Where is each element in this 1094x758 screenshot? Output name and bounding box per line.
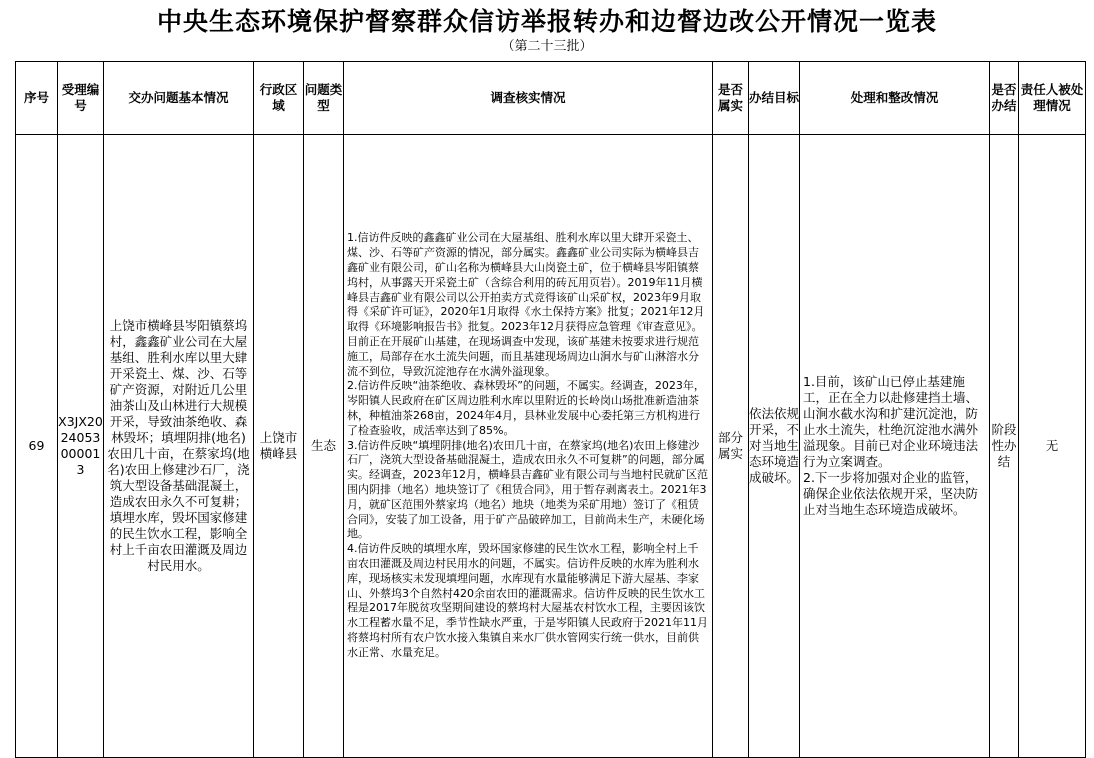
- cell-is-true: 部分属实: [713, 135, 749, 758]
- cell-closed: 阶段性办结: [990, 135, 1019, 758]
- header-accountability: 责任人被处理情况: [1019, 62, 1086, 135]
- cell-rectification: [800, 135, 990, 758]
- header-case-id: 受理编号: [58, 62, 104, 135]
- cell-region: 上饶市横峰县: [254, 135, 304, 758]
- fact-paragraph-1: 1.信访件反映的鑫鑫矿业公司在大屋基组、胜利水库以里大肆开采瓷土、煤、沙、石等矿产资源的情况，部分属实。鑫鑫矿业公司实际为横峰县吉鑫矿业有限公司，矿山名称为横峰县大山岗瓷土矿，位于横峰县岑阳镇蔡坞村，从事露天开采瓷土矿（含综合利用的砖瓦用页岩）。2019年11月横峰县吉鑫矿业有限公司以公开拍卖方式竞得该矿山采矿权，2023年9月取得《采矿许可证》，2020年1月取得《水土保持方案》批复；2021年12月取得《环境影响报告书》批复。2023年12月获得应急管理《审查意见》。目前正在开展矿山基建，在现场调查中发现，该矿基建未按要求进行规范施工，局部存在水土流失问题，而且基建现场周边山涧水与矿山淋溶水分流不到位，导致沉淀池存在水满外溢现象。: [347, 231, 705, 378]
- cell-case-id: X3JX2024053000013: [58, 135, 104, 758]
- header-index: 序号: [16, 62, 58, 135]
- cell-index: 69: [16, 135, 58, 758]
- cell-problem: 上饶市横峰县岑阳镇蔡坞村，鑫鑫矿业公司在大屋基组、胜利水库以里大肆开采瓷土、煤、沙、石等矿产资源，对附近几公里油茶山及山林进行大规模开采，导致油茶绝收、森林毁坏；填埋阴排(地名)农田几十亩，在蔡家坞(地名)农田上修建沙石厂，浇筑大型设备基础混凝土，造成农田永久不可复耕；填埋水库，毁坏国家修建的民生饮水工程，影响全村上千亩农田灌溉及周边村民用水。: [104, 135, 254, 758]
- rectification-item-1: 1.目前，该矿山已停止基建施工，正在全力以赴修建挡土墙、山涧水截水沟和扩建沉淀池，防止水土流失，杜绝沉淀池水满外溢现象。目前已对企业环境违法行为立案调查。: [803, 374, 979, 469]
- table-row: [16, 135, 1086, 758]
- fact-paragraph-2: 2.信访件反映“油茶绝收、森林毁坏”的问题，不属实。经调查，2023年，岑阳镇人民政府在矿区周边胜利水库以里附近的长岭岗山场批准新造油茶林，种植油茶268亩，2024年4月，县林业发展中心委托第三方机构进行了检查验收，成活率达到了85%。: [347, 379, 705, 437]
- header-closed: 是否办结: [990, 62, 1019, 135]
- document-title: 中央生态环境保护督察群众信访举报转办和边督边改公开情况一览表: [156, 7, 937, 36]
- header-goal: 办结目标: [749, 62, 800, 135]
- header-is-true: 是否属实: [713, 62, 749, 135]
- header-type: 问题类型: [304, 62, 344, 135]
- cell-type: 生态: [304, 135, 344, 758]
- rectification-item-2: 2.下一步将加强对企业的监管，确保企业依法依规开采，坚决防止对当地生态环境造成破坏。: [803, 470, 979, 517]
- fact-paragraph-4: 4.信访件反映的填埋水库，毁坏国家修建的民生饮水工程，影响全村上千亩农田灌溉及周边村民用水的问题，不属实。信访件反映的水库为胜利水库，现场核实未发现填埋问题，水库现有水量能够满足下游大屋基、李家山、外蔡坞3个自然村420余亩农田的灌溉需求。信访件反映的民生饮水工程是2017年脱贫攻坚期间建设的蔡坞村大屋基农村饮水工程，主要因该饮水工程蓄水量不足，季节性缺水严重，于是岑阳镇人民政府于2021年11月将蔡坞村所有农户饮水接入集镇自来水厂供水管网实行统一供水，目前供水正常、水量充足。: [347, 542, 708, 659]
- header-region: 行政区域: [254, 62, 304, 135]
- fact-paragraph-3: 3.信访件反映“填埋阴排(地名)农田几十亩，在蔡家坞(地名)农田上修建沙石厂，浇筑大型设备基础混凝土，造成农田永久不可复耕”的问题，部分属实。经调查，2023年12月，横峰县吉鑫矿业有限公司与当地村民就矿区范围内阴排（地名）地块签订了《租赁合同》，用于暂存剥离表土。2021年3月，就矿区范围外蔡家坞（地名）地块（地类为采矿用地）签订了《租赁合同》，安装了加工设备，用于矿产品破碎加工，目前尚未生产，未硬化场地。: [347, 438, 708, 541]
- table-header-row: [16, 62, 1086, 135]
- report-table: [15, 61, 1086, 758]
- document-batch-subtitle: （第二十三批）: [501, 39, 593, 54]
- cell-goal: 依法依规开采，不对当地生态环境造成破坏。: [749, 135, 800, 758]
- header-facts: 调查核实情况: [344, 62, 713, 135]
- cell-facts: [344, 135, 713, 758]
- cell-accountability: 无: [1019, 135, 1086, 758]
- header-rectification: 处理和整改情况: [800, 62, 990, 135]
- header-problem: 交办问题基本情况: [104, 62, 254, 135]
